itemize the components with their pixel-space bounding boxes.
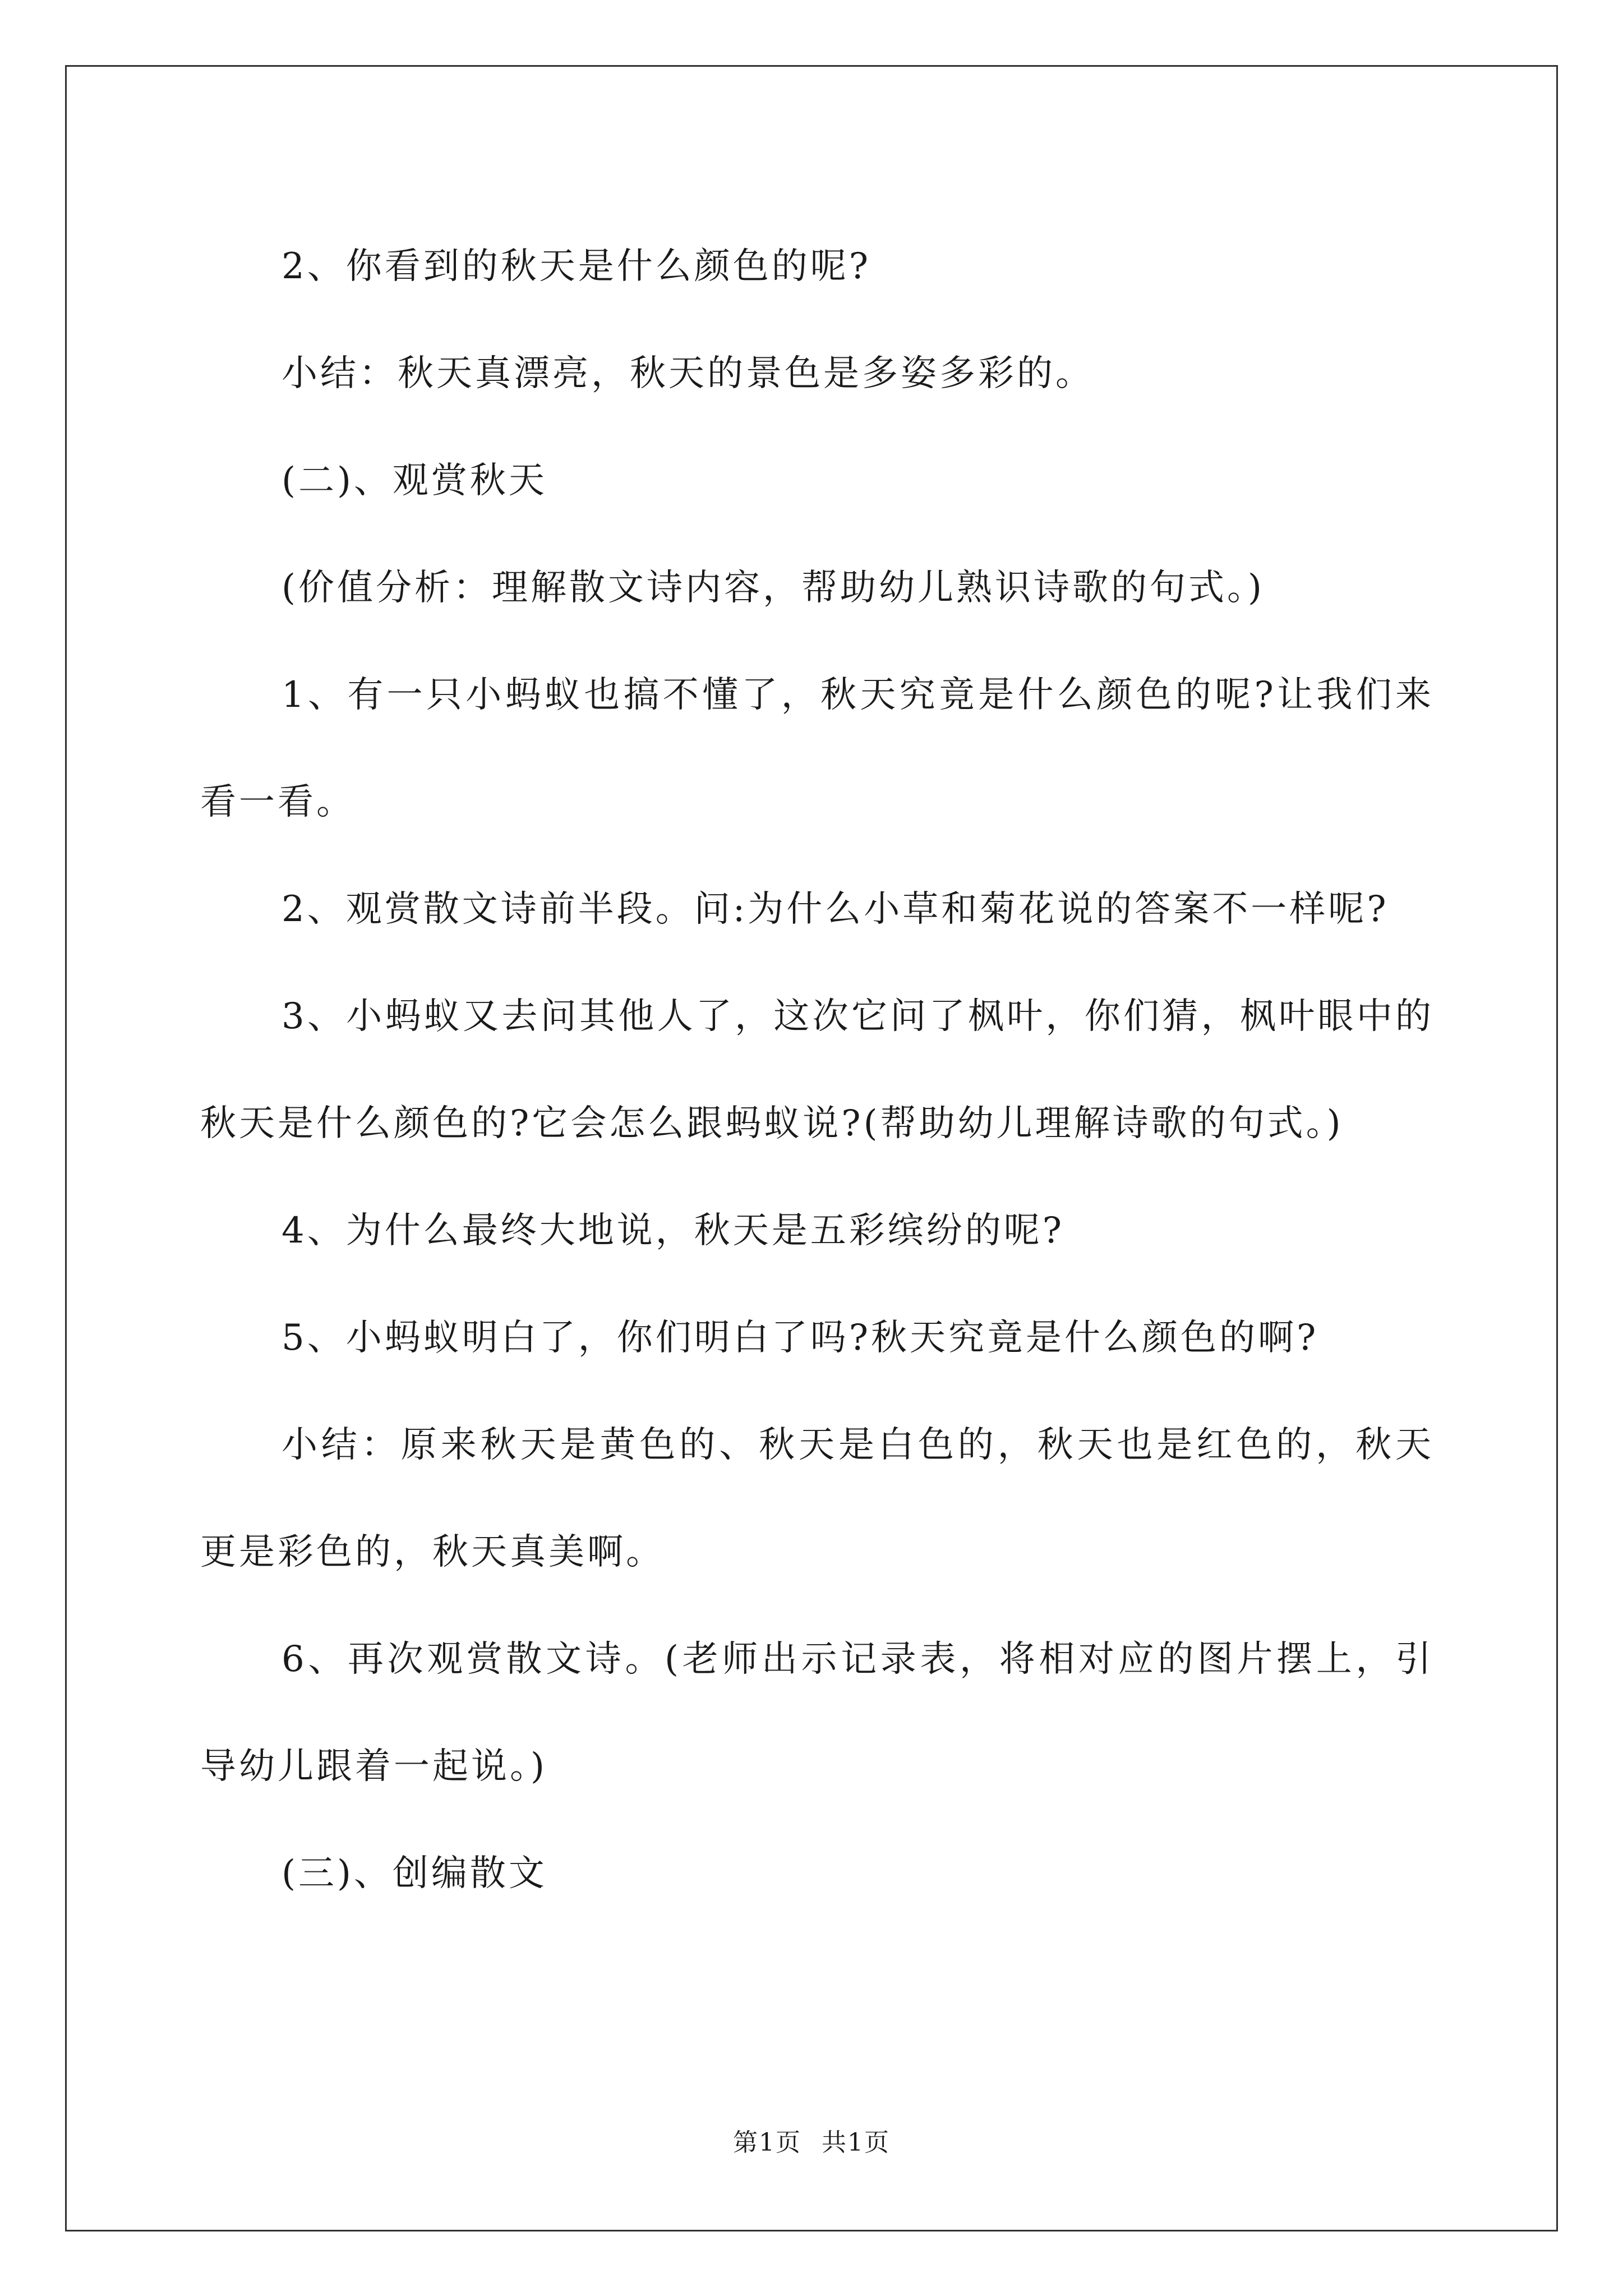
- paragraph-9: 小结：原来秋天是黄色的、秋天是白色的，秋天也是红色的，秋天更是彩色的，秋天真美啊。: [200, 1424, 1434, 1573]
- paragraph-5: 2、观赏散文诗前半段。问:为什么小草和菊花说的答案不一样呢?: [282, 889, 1389, 930]
- paragraph-10: 6、再次观赏散文诗。(老师出示记录表，将相对应的图片摆上，引导幼儿跟着一起说。): [200, 1639, 1434, 1787]
- paragraph-4: 1、有一只小蚂蚁也搞不懂了，秋天究竟是什么颜色的呢?让我们来看一看。: [200, 674, 1434, 823]
- paragraph-2: 小结：秋天真漂亮，秋天的景色是多姿多彩的。: [282, 353, 1094, 394]
- paragraph-8: 5、小蚂蚁明白了，你们明白了吗?秋天究竟是什么颜色的啊?: [282, 1317, 1319, 1359]
- page-footer: [0, 2126, 1623, 2160]
- page-total: 共1页: [822, 2128, 890, 2157]
- section-heading-2: (二)、观赏秋天: [282, 460, 547, 501]
- paragraph-1: 2、你看到的秋天是什么颜色的呢?: [282, 246, 872, 287]
- paragraph-3: (价值分析：理解散文诗内容，帮助幼儿熟识诗歌的句式。): [282, 567, 1265, 609]
- section-heading-3: (三)、创编散文: [282, 1853, 547, 1894]
- paragraph-6: 3、小蚂蚁又去问其他人了，这次它问了枫叶，你们猜，枫叶眼中的秋天是什么颜色的?它会怎么跟蚂蚁说?(帮助幼儿理解诗歌的句式。): [200, 996, 1434, 1144]
- document-body: [200, 213, 1434, 1927]
- page-number: 第1页: [733, 2128, 801, 2157]
- paragraph-7: 4、为什么最终大地说，秋天是五彩缤纷的呢?: [282, 1210, 1065, 1251]
